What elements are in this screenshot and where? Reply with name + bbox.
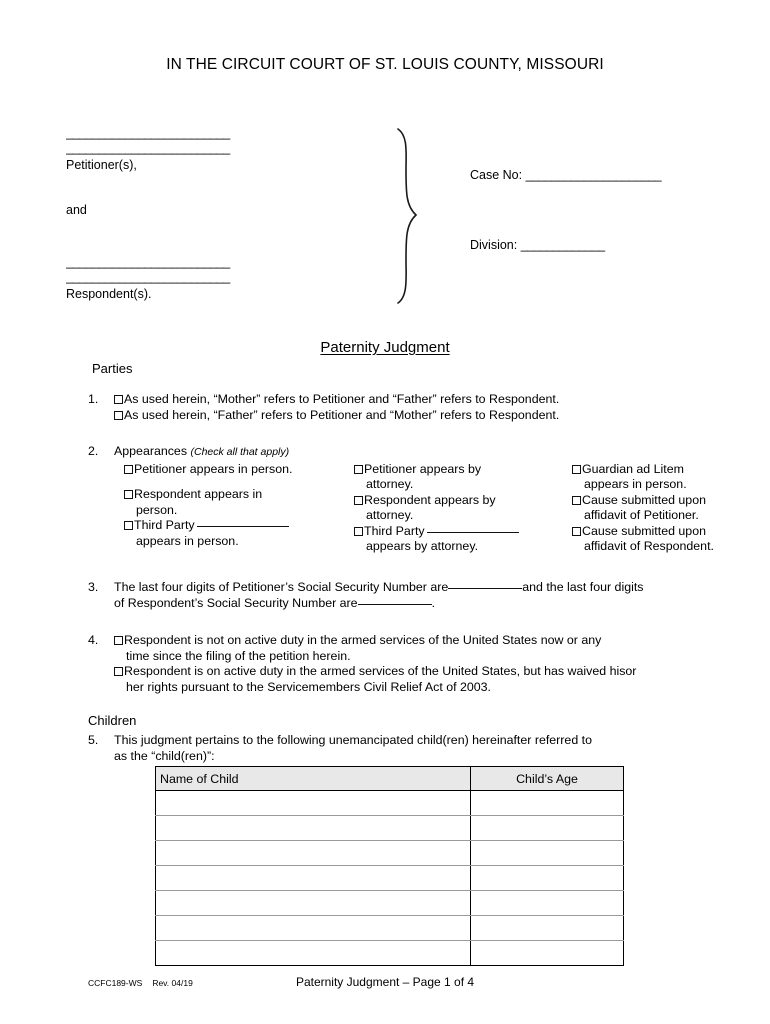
appearance-option-label: Third Party <box>134 518 195 532</box>
item-2-heading <box>114 444 728 461</box>
column-header-name: Name of Child <box>156 767 471 791</box>
item-4-option-b-label: Respondent is on active duty in the armed services of the United States, but has waived hisor <box>124 664 637 678</box>
appearances-column-3 <box>572 462 770 555</box>
appearance-option-label-cont: attorney. <box>366 477 414 491</box>
cell-child-name[interactable] <box>156 916 471 941</box>
caption-case-info <box>470 168 710 252</box>
cell-child-name[interactable] <box>156 841 471 866</box>
cell-child-age[interactable] <box>471 791 624 816</box>
respondent-line-2[interactable]: _________________________ <box>66 270 230 284</box>
appearance-option-label-cont: affidavit of Respondent. <box>584 539 714 553</box>
item-1-option-a-label: As used herein, “Mother” refers to Petitioner and “Father” refers to Respondent. <box>124 392 560 406</box>
item-2-number: 2. <box>88 444 99 458</box>
respondent-label: Respondent(s). <box>66 287 152 301</box>
checkbox-icon[interactable] <box>114 636 123 645</box>
cell-child-name[interactable] <box>156 941 471 966</box>
case-number-label: Case No: <box>470 168 523 182</box>
item-5-line-2: as the “child(ren)”: <box>114 748 215 763</box>
appearance-option-label: Petitioner appears in person. <box>134 461 293 476</box>
item-3-text-3: of Respondent’s Social Security Number are <box>114 595 358 610</box>
item-5-line-1: This judgment pertains to the following unemancipated child(ren) hereinafter referred to <box>114 733 592 747</box>
cell-child-age[interactable] <box>471 841 624 866</box>
appearance-option-label: Cause submitted upon <box>582 492 706 507</box>
column-spacer <box>124 477 349 487</box>
case-number-blank: _____________________ <box>525 168 662 182</box>
item-3-text-2: and the last four digits <box>522 580 644 594</box>
appearance-option-label: Third Party <box>364 523 425 538</box>
appearance-option[interactable] <box>572 493 770 524</box>
document-title: Paternity Judgment <box>320 339 450 356</box>
form-revision: Rev. 04/19 <box>152 978 193 988</box>
item-4-option-a-label: Respondent is not on active duty in the armed services of the United States now or any <box>124 633 602 647</box>
column-header-age: Child’s Age <box>471 767 624 791</box>
item-3-line-1 <box>114 580 708 596</box>
table-row <box>156 841 624 866</box>
division-label: Division: <box>470 238 518 252</box>
item-1-number: 1. <box>88 392 99 406</box>
cell-child-name[interactable] <box>156 891 471 916</box>
appearance-option-label-cont: affidavit of Petitioner. <box>584 508 699 522</box>
appearance-option[interactable] <box>354 493 559 524</box>
page-footer <box>0 975 770 998</box>
case-number-field[interactable] <box>470 168 710 182</box>
checkbox-icon[interactable] <box>124 465 133 474</box>
table-row <box>156 816 624 841</box>
appearance-option-label: Guardian ad Litem <box>582 461 684 476</box>
section-heading-children: Children <box>88 713 137 728</box>
cell-child-age[interactable] <box>471 816 624 841</box>
checkbox-icon[interactable] <box>124 490 133 499</box>
appearance-option-label: Respondent appears by <box>364 492 496 507</box>
table-row <box>156 941 624 966</box>
appearances-column-2 <box>354 462 559 555</box>
item-3-text-4: . <box>431 595 436 610</box>
table-row <box>156 791 624 816</box>
appearances-note: (Check all that apply) <box>190 446 290 458</box>
court-title: IN THE CIRCUIT COURT OF ST. LOUIS COUNTY, MISSOURI <box>166 56 604 73</box>
appearance-option-label-cont: person. <box>136 502 178 517</box>
appearance-option-label: Cause submitted upon <box>582 523 706 538</box>
petitioner-ssn-blank[interactable] <box>448 588 522 589</box>
table-header-row <box>156 767 624 791</box>
form-item-2 <box>88 444 728 562</box>
children-table <box>155 766 624 966</box>
form-item-1 <box>88 392 708 423</box>
caption-curly-brace <box>388 126 428 306</box>
item-4-option-b-label-cont: her rights pursuant to the Servicemembers Civil Relief Act of 2003. <box>126 679 492 694</box>
item-4-number: 4. <box>88 633 99 647</box>
item-4-option-a-label-cont: time since the filing of the petition herein. <box>126 648 351 663</box>
division-field[interactable] <box>470 238 710 252</box>
appearances-column-1 <box>124 462 349 550</box>
appearance-option-label-cont: appears by attorney. <box>366 539 479 553</box>
appearance-option-label: Petitioner appears by <box>364 461 482 476</box>
checkbox-icon[interactable] <box>354 527 363 536</box>
form-code: CCFC189-WS <box>88 978 143 988</box>
footer-page-label: Paternity Judgment – Page 1 of 4 <box>295 975 475 989</box>
case-caption <box>66 126 706 316</box>
respondent-ssn-blank[interactable] <box>358 604 432 605</box>
caption-spacer <box>66 217 296 255</box>
petitioner-line-1[interactable]: _________________________ <box>66 126 230 140</box>
checkbox-icon[interactable] <box>114 395 123 404</box>
division-blank: _____________ <box>520 238 605 252</box>
cell-child-age[interactable] <box>471 941 624 966</box>
form-item-5 <box>88 733 708 764</box>
cell-child-name[interactable] <box>156 816 471 841</box>
appearance-option-label-cont: appears in person. <box>136 533 239 548</box>
checkbox-icon[interactable] <box>114 667 123 676</box>
appearance-option[interactable] <box>572 462 770 493</box>
item-3-line-2 <box>114 596 708 612</box>
and-label: and <box>66 203 87 217</box>
checkbox-icon[interactable] <box>114 411 123 420</box>
cell-child-name[interactable] <box>156 866 471 891</box>
appearances-label: Appearances <box>114 444 188 458</box>
cell-child-age[interactable] <box>471 866 624 891</box>
item-3-number: 3. <box>88 580 99 594</box>
appearance-option[interactable] <box>354 524 559 555</box>
checkbox-icon[interactable] <box>124 521 133 530</box>
table-row <box>156 891 624 916</box>
form-item-3 <box>88 580 708 611</box>
cell-child-age[interactable] <box>471 916 624 941</box>
appearance-option[interactable] <box>354 462 559 493</box>
appearance-option[interactable] <box>124 462 349 478</box>
appearance-option[interactable] <box>572 524 770 555</box>
petitioner-label: Petitioner(s), <box>66 158 137 172</box>
caption-parties <box>66 126 296 302</box>
checkbox-icon[interactable] <box>354 465 363 474</box>
item-4-option-b[interactable] <box>114 664 708 695</box>
item-1-option-b-label: As used herein, “Father” refers to Petitioner and “Mother” refers to Respondent. <box>124 407 560 422</box>
third-party-name-blank[interactable] <box>427 532 519 533</box>
appearance-option[interactable] <box>124 487 349 518</box>
form-item-4 <box>88 633 708 695</box>
table-row <box>156 916 624 941</box>
cell-child-name[interactable] <box>156 791 471 816</box>
third-party-name-blank[interactable] <box>197 526 289 527</box>
item-1-option-a[interactable] <box>114 392 708 408</box>
checkbox-icon[interactable] <box>572 496 581 505</box>
item-4-option-a[interactable] <box>114 633 708 664</box>
appearance-option-label-cont: attorney. <box>366 508 414 522</box>
checkbox-icon[interactable] <box>572 465 581 474</box>
checkbox-icon[interactable] <box>572 527 581 536</box>
appearance-option-label: Respondent appears in <box>134 487 263 501</box>
item-1-option-b[interactable] <box>114 408 708 424</box>
section-heading-parties: Parties <box>92 361 133 376</box>
item-5-number: 5. <box>88 733 99 747</box>
table-row <box>156 866 624 891</box>
appearances-columns <box>114 462 728 562</box>
checkbox-icon[interactable] <box>354 496 363 505</box>
respondent-line-1[interactable]: _________________________ <box>66 255 230 269</box>
petitioner-line-2[interactable]: _________________________ <box>66 141 230 155</box>
cell-child-age[interactable] <box>471 891 624 916</box>
appearance-option-label-cont: appears in person. <box>584 477 687 491</box>
item-3-text-1: The last four digits of Petitioner’s Social Security Number are <box>114 580 449 594</box>
appearance-option[interactable] <box>124 518 349 549</box>
